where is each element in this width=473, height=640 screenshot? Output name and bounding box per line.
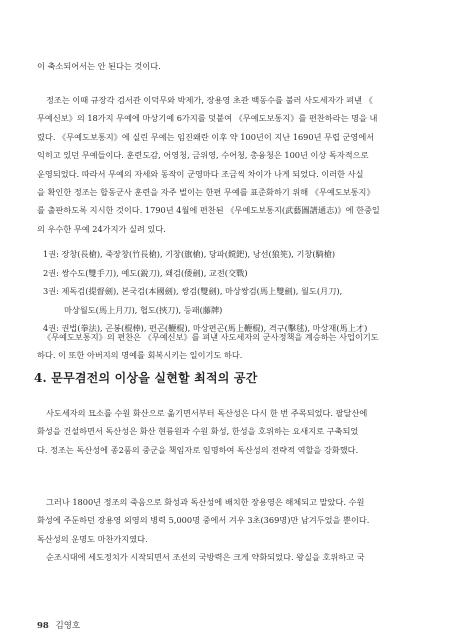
text-line: 정조는 이때 규장각 검서관 이덕무와 박제가, 장용영 초관 백동수를 불러 사도세자가 펴낸 《 [46, 95, 373, 105]
volume-list [37, 245, 441, 338]
text-line: 운영되었다. 따라서 무예의 자세와 동작이 군영마다 조금씩 차이가 나게 되었다. 이러한 사실 [37, 168, 364, 179]
text-line: 순조시대에 세도정치가 시작되면서 조선의 국방력은 크게 약화되었다. 왕실을 호위하고 국 [46, 552, 365, 563]
paragraph-succession [37, 328, 441, 365]
paragraph-jeongjo-order [37, 91, 441, 238]
text-line: 의 우수한 무예 24가지가 실려 있다. [37, 223, 166, 234]
text-line: 을 확인한 정조는 합동군사 훈련을 자주 벌이는 한편 무예를 표준화하기 위해 《무예도보통지》 [37, 187, 375, 198]
page-footer [37, 619, 80, 631]
list-item: 2권: 쌍수도(雙手刀), 예도(銳刀), 왜검(倭劍), 교전(交戰) [43, 267, 248, 278]
text-line: 화성을 건설하면서 독산성은 화산 현륭원과 수원 화성, 한성을 호위하는 요새지로 구축되었 [37, 426, 359, 437]
section-heading: 4. 문무겸전의 이상을 실현할 최적의 공간 [34, 371, 258, 385]
text-line: 화성에 주둔하던 장용영 외영의 병력 5,000명 중에서 겨우 3초(369명)만 남겨두었을 뿐이다. [37, 515, 370, 526]
text-line: 다. 정조는 독산성에 종2품의 중군을 책임자로 임명하여 독산성의 전략적 역할을 강화했다. [37, 444, 359, 455]
list-item: 3권: 제독검(提督劍), 본국검(本國劍), 쌍검(雙劍), 마상쌍검(馬上雙劍), 월도(月刀), [43, 286, 343, 297]
text-line: 이 축소되어서는 안 된다는 것이다. [37, 61, 161, 71]
paragraph-doksanseong [37, 404, 441, 459]
text-line: 독산성의 운명도 마찬가지였다. [37, 533, 148, 544]
text-line: 무예신보》의 18가지 무예에 마상기예 6가지를 덧붙여 《무예도보통지》를 편찬하라는 명을 내 [37, 113, 378, 124]
list-item: 4권: 권법(拳法), 곤봉(棍棒), 편곤(鞭棍), 마상편곤(馬上鞭棍), 격구(擊毬), 마상재(馬上才) [43, 323, 368, 334]
list-item: 마상월도(馬上月刀), 협도(挾刀), 등패(藤牌) [64, 304, 223, 315]
text-line: 렸다. 《무예도보통지》에 실린 무예는 임진왜란 이후 약 100년이 지난 1690년 무렵 군영에서 [37, 131, 375, 142]
text-line: 하다. 이 또한 아버지의 명예를 회복시키는 일이기도 하다. [37, 350, 243, 361]
list-item: 1권: 장창(長槍), 죽장창(竹長槍), 기창(旗槍), 당파(鎲鈀), 낭선(狼筅), 기창(騎槍) [43, 249, 336, 259]
author-name: 김영호 [55, 621, 81, 631]
text-line: 그러나 1800년 정조의 죽음으로 화성과 독산성에 배치한 장용영은 해체되고 말았다. 수원 [46, 497, 365, 507]
page-number: 98 [37, 621, 49, 631]
text-line: 《무예도보통지》의 편찬은 《무예신보》를 펴낸 사도세자의 군사정책을 계승하는 사업이기도 [43, 332, 379, 342]
paragraph-decline [37, 493, 441, 567]
text-line: 사도세자의 묘소를 수원 화산으로 옮기면서부터 독산성은 다시 한 번 주목되었다. 팔달산에 [46, 408, 368, 418]
text-line: 를 출판하도록 지시한 것이다. 1790년 4월에 편찬된 《무예도보통지(武藝圖譜通志)》에 한중일 [37, 205, 380, 216]
paragraph-intro [37, 57, 441, 75]
text-line: 익히고 있던 무예들이다. 훈련도감, 어영청, 금위영, 수어청, 총융청은 100년 이상 독자적으로 [37, 150, 369, 161]
